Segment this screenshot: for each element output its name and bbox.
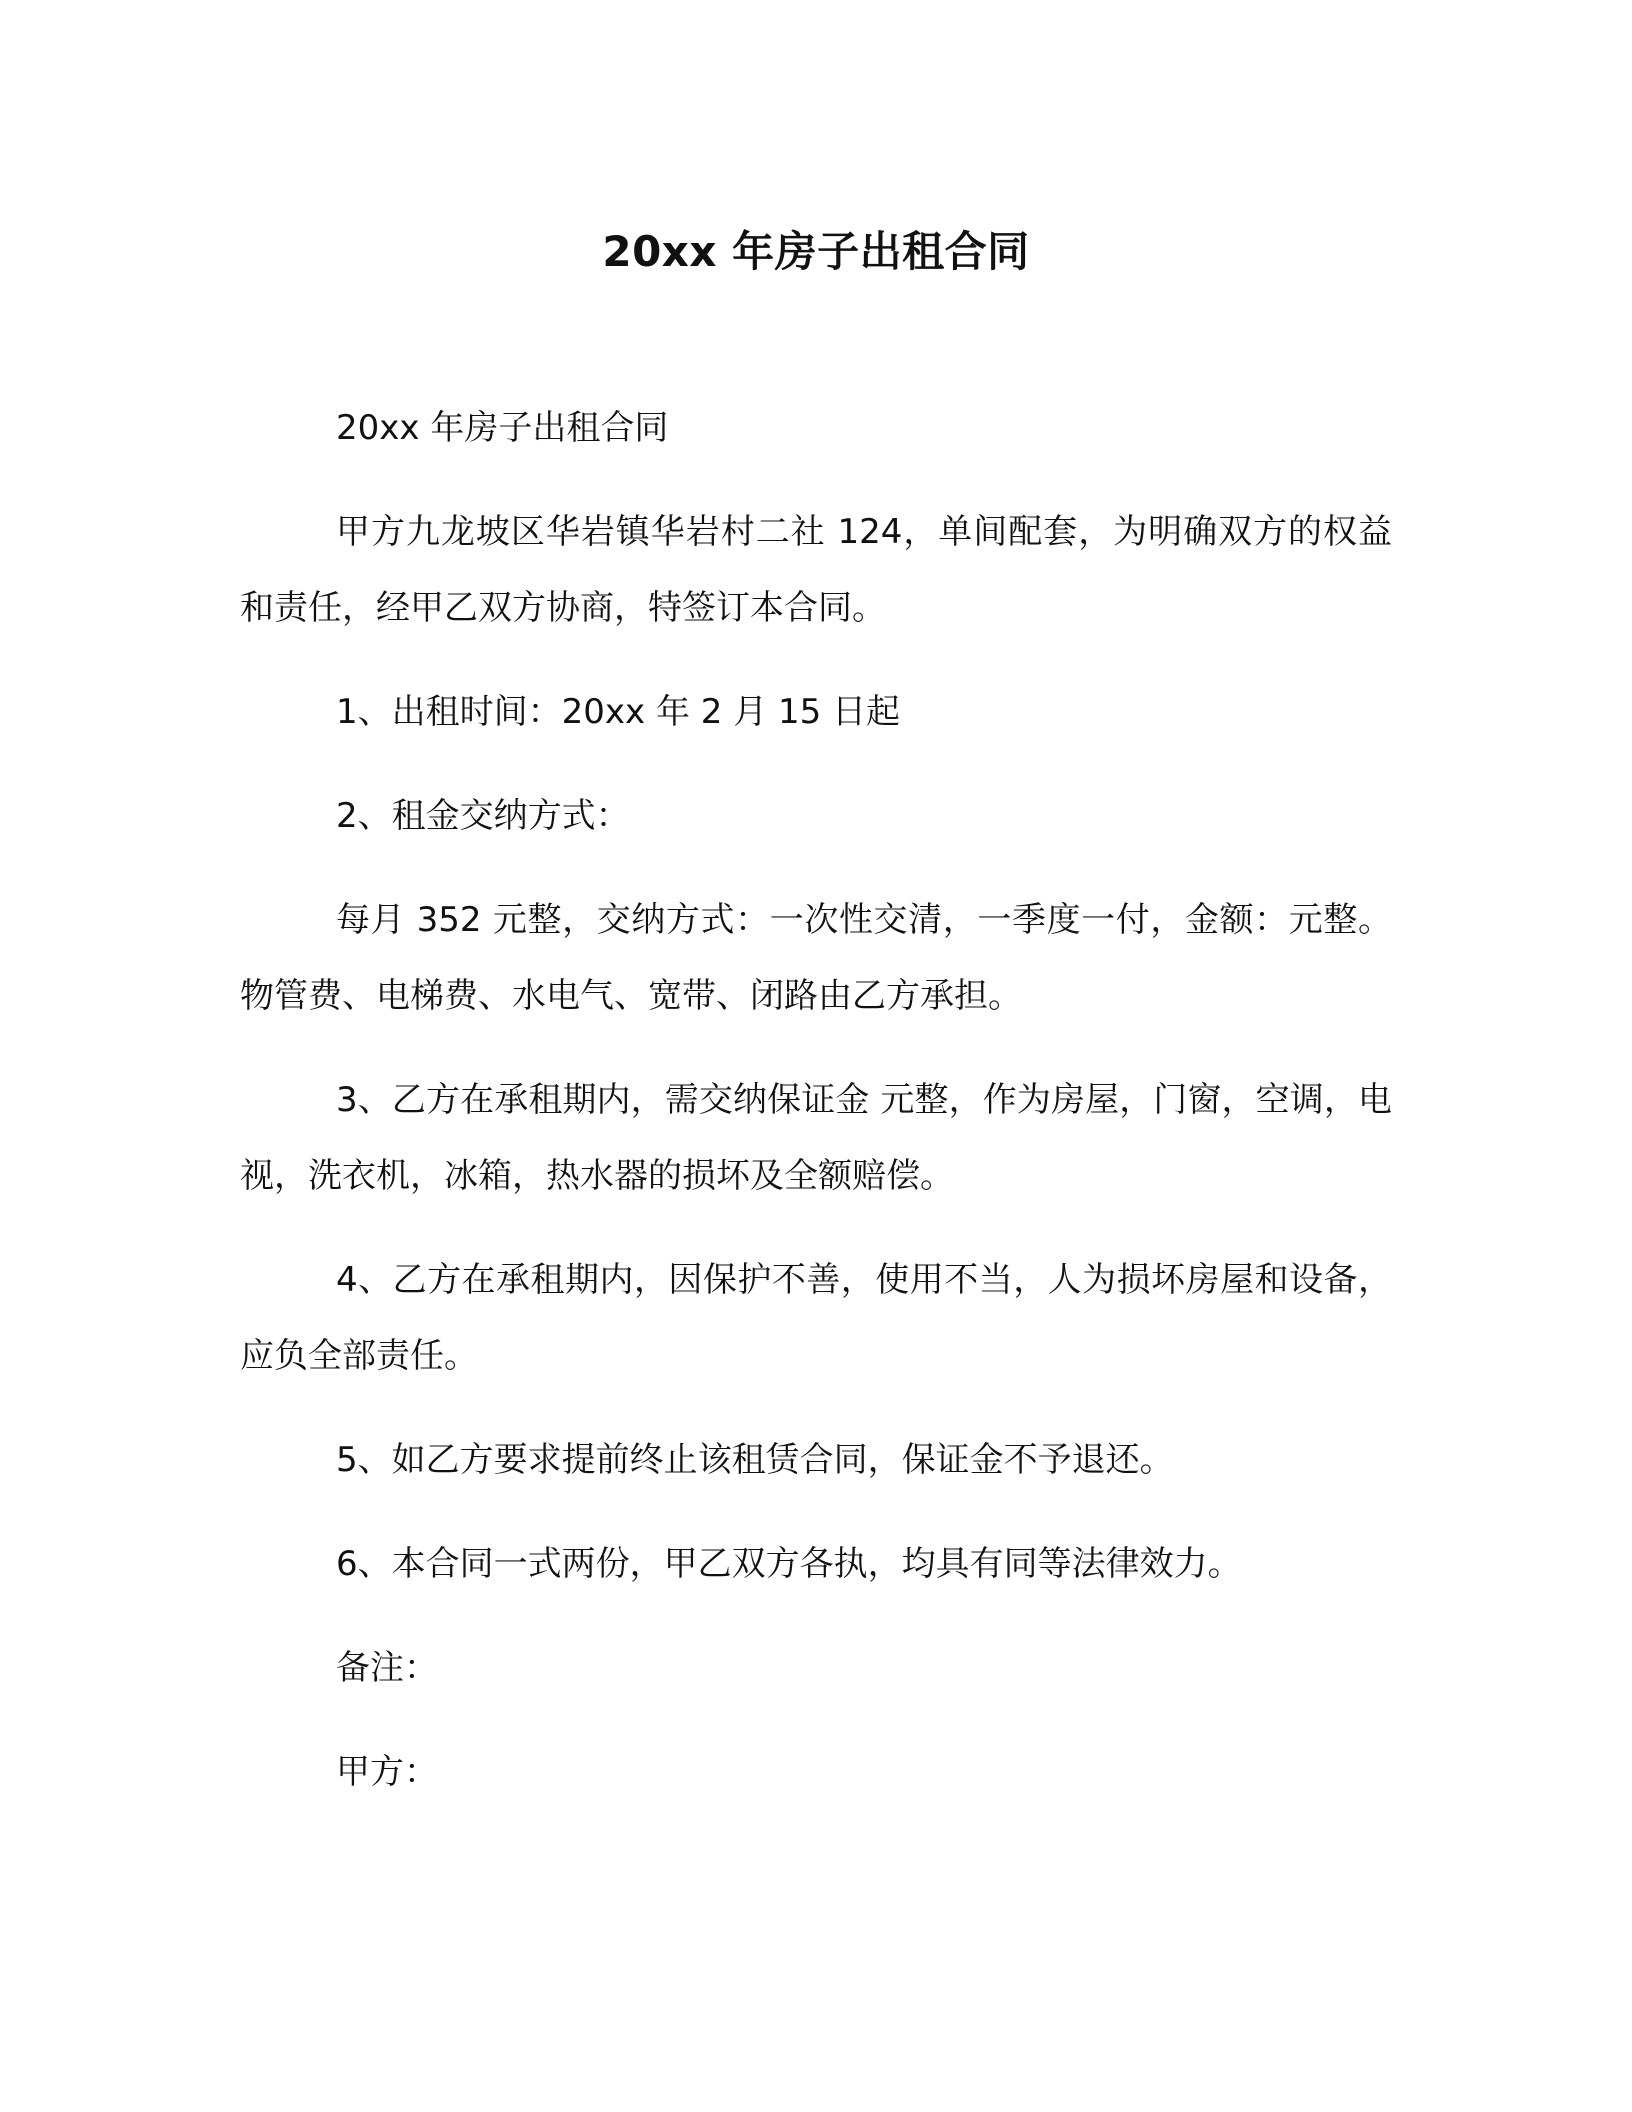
paragraph-clause-6: 6、本合同一式两份，甲乙双方各执，均具有同等法律效力。 bbox=[336, 1544, 1242, 1584]
paragraph-clause-2: 2、租金交纳方式： bbox=[336, 796, 630, 836]
paragraph-clause-1: 1、出租时间：20xx 年 2 月 15 日起 bbox=[336, 692, 901, 732]
document-title: 20xx 年房子出租合同 bbox=[602, 227, 1030, 276]
paragraph-clause-3: 3、乙方在承租期内，需交纳保证金 元整，作为房屋，门窗，空调，电视，洗衣机，冰箱，热水器的损坏及全额赔偿。 bbox=[240, 1080, 1392, 1196]
document-body bbox=[240, 390, 1392, 1838]
paragraph-party-a: 甲方： bbox=[336, 1752, 438, 1792]
paragraph-intro: 甲方九龙坡区华岩镇华岩村二社 124，单间配套，为明确双方的权益和责任，经甲乙双方协商，特签订本合同。 bbox=[240, 512, 1392, 628]
paragraph-rent-details: 每月 352 元整，交纳方式：一次性交清，一季度一付，金额：元整。物管费、电梯费、水电气、宽带、闭路由乙方承担。 bbox=[240, 900, 1392, 1016]
paragraph-clause-5: 5、如乙方要求提前终止该租赁合同，保证金不予退还。 bbox=[336, 1440, 1174, 1480]
paragraph-clause-4: 4、乙方在承租期内，因保护不善，使用不当，人为损坏房屋和设备，应负全部责任。 bbox=[240, 1260, 1392, 1376]
paragraph-subtitle: 20xx 年房子出租合同 bbox=[336, 408, 669, 448]
paragraph-remarks: 备注： bbox=[336, 1648, 438, 1688]
